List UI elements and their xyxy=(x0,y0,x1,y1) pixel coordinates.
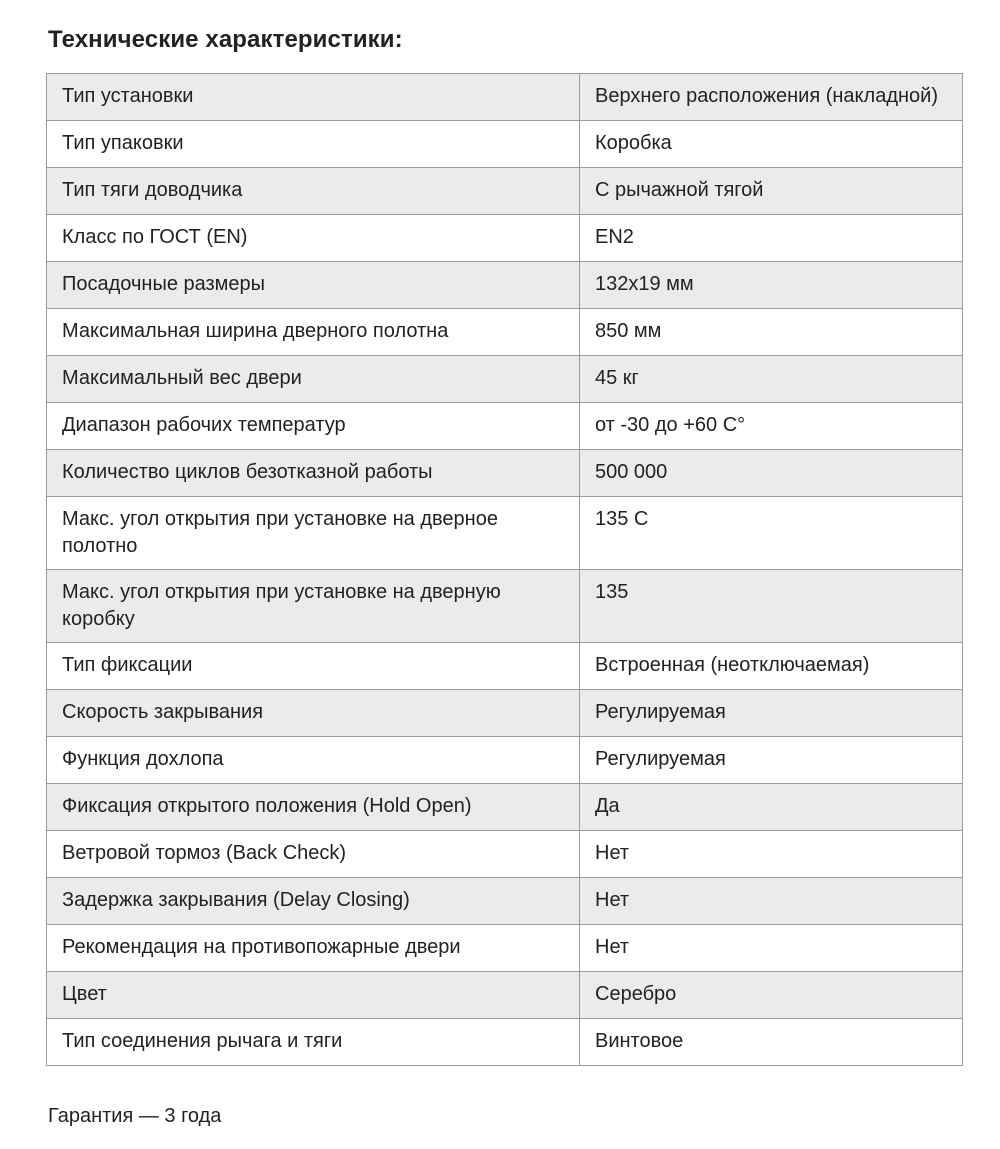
spec-value-cell: от -30 до +60 С° xyxy=(580,403,963,450)
spec-row xyxy=(47,643,963,690)
spec-name-cell: Функция дохлопа xyxy=(47,737,580,784)
spec-row xyxy=(47,121,963,168)
spec-name-cell: Тип тяги доводчика xyxy=(47,168,580,215)
spec-row xyxy=(47,1019,963,1066)
spec-row xyxy=(47,972,963,1019)
spec-row xyxy=(47,690,963,737)
warranty-note: Гарантия — 3 года xyxy=(48,1105,222,1127)
spec-row xyxy=(47,878,963,925)
spec-name-cell: Тип соединения рычага и тяги xyxy=(47,1019,580,1066)
spec-value-cell: EN2 xyxy=(580,215,963,262)
spec-name-cell: Ветровой тормоз (Back Check) xyxy=(47,831,580,878)
spec-name-cell: Посадочные размеры xyxy=(47,262,580,309)
spec-value-cell: Серебро xyxy=(580,972,963,1019)
spec-value-cell: Да xyxy=(580,784,963,831)
spec-name-cell: Задержка закрывания (Delay Closing) xyxy=(47,878,580,925)
spec-row xyxy=(47,168,963,215)
spec-name-cell: Фиксация открытого положения (Hold Open) xyxy=(47,784,580,831)
spec-row xyxy=(47,831,963,878)
spec-name-cell: Количество циклов безотказной работы xyxy=(47,450,580,497)
spec-name-cell: Тип фиксации xyxy=(47,643,580,690)
specs-table xyxy=(46,73,963,1066)
spec-row xyxy=(47,403,963,450)
spec-value-cell: Нет xyxy=(580,831,963,878)
spec-name-cell: Тип упаковки xyxy=(47,121,580,168)
spec-value-cell: 132x19 мм xyxy=(580,262,963,309)
spec-row xyxy=(47,737,963,784)
spec-value-cell: 45 кг xyxy=(580,356,963,403)
specs-table-body xyxy=(47,74,963,1066)
spec-row xyxy=(47,570,963,643)
spec-name-cell: Тип установки xyxy=(47,74,580,121)
spec-row xyxy=(47,925,963,972)
specs-heading: Технические характеристики: xyxy=(48,26,403,53)
spec-row xyxy=(47,309,963,356)
spec-name-cell: Диапазон рабочих температур xyxy=(47,403,580,450)
spec-value-cell: 500 000 xyxy=(580,450,963,497)
spec-value-cell: Регулируемая xyxy=(580,737,963,784)
spec-name-cell: Скорость закрывания xyxy=(47,690,580,737)
spec-row xyxy=(47,262,963,309)
spec-value-cell: Винтовое xyxy=(580,1019,963,1066)
spec-row xyxy=(47,356,963,403)
spec-value-cell: 850 мм xyxy=(580,309,963,356)
spec-value-cell: Встроенная (неотключаемая) xyxy=(580,643,963,690)
spec-name-cell: Макс. угол открытия при установке на дверное полотно xyxy=(47,497,580,570)
spec-value-cell: Регулируемая xyxy=(580,690,963,737)
spec-row xyxy=(47,215,963,262)
spec-value-cell: 135 xyxy=(580,570,963,643)
spec-name-cell: Рекомендация на противопожарные двери xyxy=(47,925,580,972)
spec-name-cell: Класс по ГОСТ (EN) xyxy=(47,215,580,262)
spec-value-cell: Нет xyxy=(580,925,963,972)
spec-name-cell: Максимальный вес двери xyxy=(47,356,580,403)
spec-value-cell: Верхнего расположения (накладной) xyxy=(580,74,963,121)
spec-name-cell: Цвет xyxy=(47,972,580,1019)
spec-value-cell: С рычажной тягой xyxy=(580,168,963,215)
spec-name-cell: Макс. угол открытия при установке на дверную коробку xyxy=(47,570,580,643)
spec-row xyxy=(47,784,963,831)
spec-row xyxy=(47,74,963,121)
spec-row xyxy=(47,450,963,497)
spec-value-cell: 135 С xyxy=(580,497,963,570)
spec-value-cell: Нет xyxy=(580,878,963,925)
spec-row xyxy=(47,497,963,570)
spec-value-cell: Коробка xyxy=(580,121,963,168)
spec-name-cell: Максимальная ширина дверного полотна xyxy=(47,309,580,356)
